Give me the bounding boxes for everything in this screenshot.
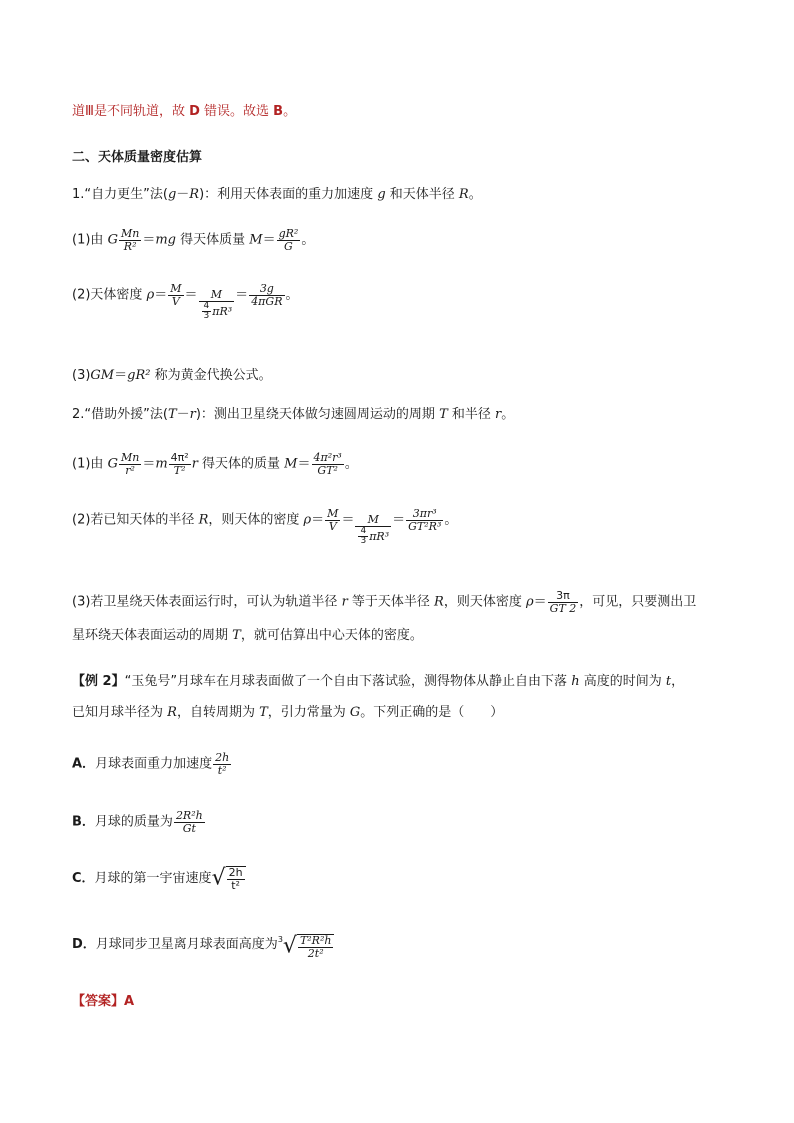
option-b: B．月球的质量为 $\frac{\text{2R²h}}{Gt}$ xyxy=(72,809,203,835)
answer-tag: 【答案】 xyxy=(72,994,125,1009)
radical: √ $\frac{2h}{\text{t²}}$ xyxy=(212,866,246,891)
example-question-line-2: 已知月球半径为 R，自转周期为 T，引力常量为 G。下列正确的是（ ） xyxy=(72,705,504,720)
method-2-item-3: (3)若卫星绕天体表面运行时，可认为轨道半径 r 等于天体半径 R，则天体密度 ρ＝ $\frac{3\pi}{GT 2}$ ，可见，只要测出卫 xyxy=(72,589,697,615)
fraction: $\frac{2h}{\text{t²}}$ xyxy=(215,751,230,777)
answer-line xyxy=(72,992,134,1012)
example-question-line-1: 【例 2】“玉兔号”月球车在月球表面做了一个自由下落试验，测得物体从静止自由下落 h 高度的时间为 t， xyxy=(72,674,685,689)
fraction: $\frac{\text{4π²r³}}{\text{GT²}}$ xyxy=(313,451,342,477)
method-2-title: 2.“借助外援”法(T－r)：测出卫星绕天体做匀速圆周运动的周期 T 和半径 r。 xyxy=(72,407,515,422)
fraction: $\frac{\text{gR²}}{G}$ xyxy=(278,227,299,253)
answer-value: A xyxy=(124,994,135,1009)
method-2-item-1: (1)由 G $\frac{Mn}{\text{r²}}$ ＝m $\frac{\text{4π²}}{\text{T²}}$ r 得天体的质量 M＝ $\frac{\text{4π²r³}}{\text{GT²}}$ 。 xyxy=(72,451,358,477)
method-1-title: 1.“自力更生”法(g－R)：利用天体表面的重力加速度 g 和天体半径 R。 xyxy=(72,187,482,202)
fraction: $\frac{M}{V}$ xyxy=(170,282,182,308)
fraction: $\frac{3\pi}{GT 2}$ xyxy=(549,589,577,615)
fraction: $\frac{\text{4π²}}{\text{T²}}$ xyxy=(170,451,189,477)
continuation-line: 道Ⅲ是不同轨道，故 D 错误。故选 B。 xyxy=(72,104,297,119)
method-1-item-1: (1)由 G $\frac{Mn}{\text{R²}}$ ＝mg 得天体质量 M＝ $\frac{\text{gR²}}{G}$ 。 xyxy=(72,227,315,253)
fraction: M $\frac{4}{3}$ πR³ xyxy=(199,289,235,321)
option-d: D．月球同步卫星离月球表面高度为$^3$√ $\frac{\text{T²R²h}}{\text{2t²}}$ xyxy=(72,930,334,959)
option-c: C．月球的第一宇宙速度√ $\frac{2h}{\text{t²}}$ xyxy=(72,866,246,891)
method-1-item-3: (3)GM＝gR² 称为黄金代换公式。 xyxy=(72,368,272,383)
fraction: $\frac{Mn}{\text{R²}}$ xyxy=(120,227,140,253)
method-2-item-3-cont: 星环绕天体表面运动的周期 T，就可估算出中心天体的密度。 xyxy=(72,628,423,643)
radical: $^3$√ $\frac{\text{T²R²h}}{\text{2t²}}$ xyxy=(278,930,335,959)
method-2-item-2: (2)若已知天体的半径 R，则天体的密度 ρ＝ $\frac{M}{V}$ ＝ M $\frac{4}{3}$ πR³ ＝ $\frac{\text{3πr³}}{\text{GT²R³}}$ 。 xyxy=(72,507,458,547)
method-1-item-2: (2)天体密度 ρ＝ $\frac{M}{V}$ ＝ M $\frac{4}{3}$ πR³ ＝ $\frac{3g}{\text{4πGR}}$ 。 xyxy=(72,282,299,322)
fraction: $\frac{\text{3πr³}}{\text{GT²R³}}$ xyxy=(408,507,442,533)
fraction: $\frac{Mn}{\text{r²}}$ xyxy=(120,451,140,477)
fraction: M $\frac{4}{3}$ πR³ xyxy=(355,514,391,546)
option-a: A．月球表面重力加速度 $\frac{2h}{\text{t²}}$ xyxy=(72,751,230,777)
section-heading: 二、天体质量密度估算 xyxy=(72,150,203,165)
example-tag: 【例 2】 xyxy=(72,674,125,689)
fraction: $\frac{3g}{\text{4πGR}}$ xyxy=(251,282,283,308)
fraction: $\frac{M}{V}$ xyxy=(327,507,339,533)
fraction: $\frac{\text{2R²h}}{Gt}$ xyxy=(175,809,203,835)
